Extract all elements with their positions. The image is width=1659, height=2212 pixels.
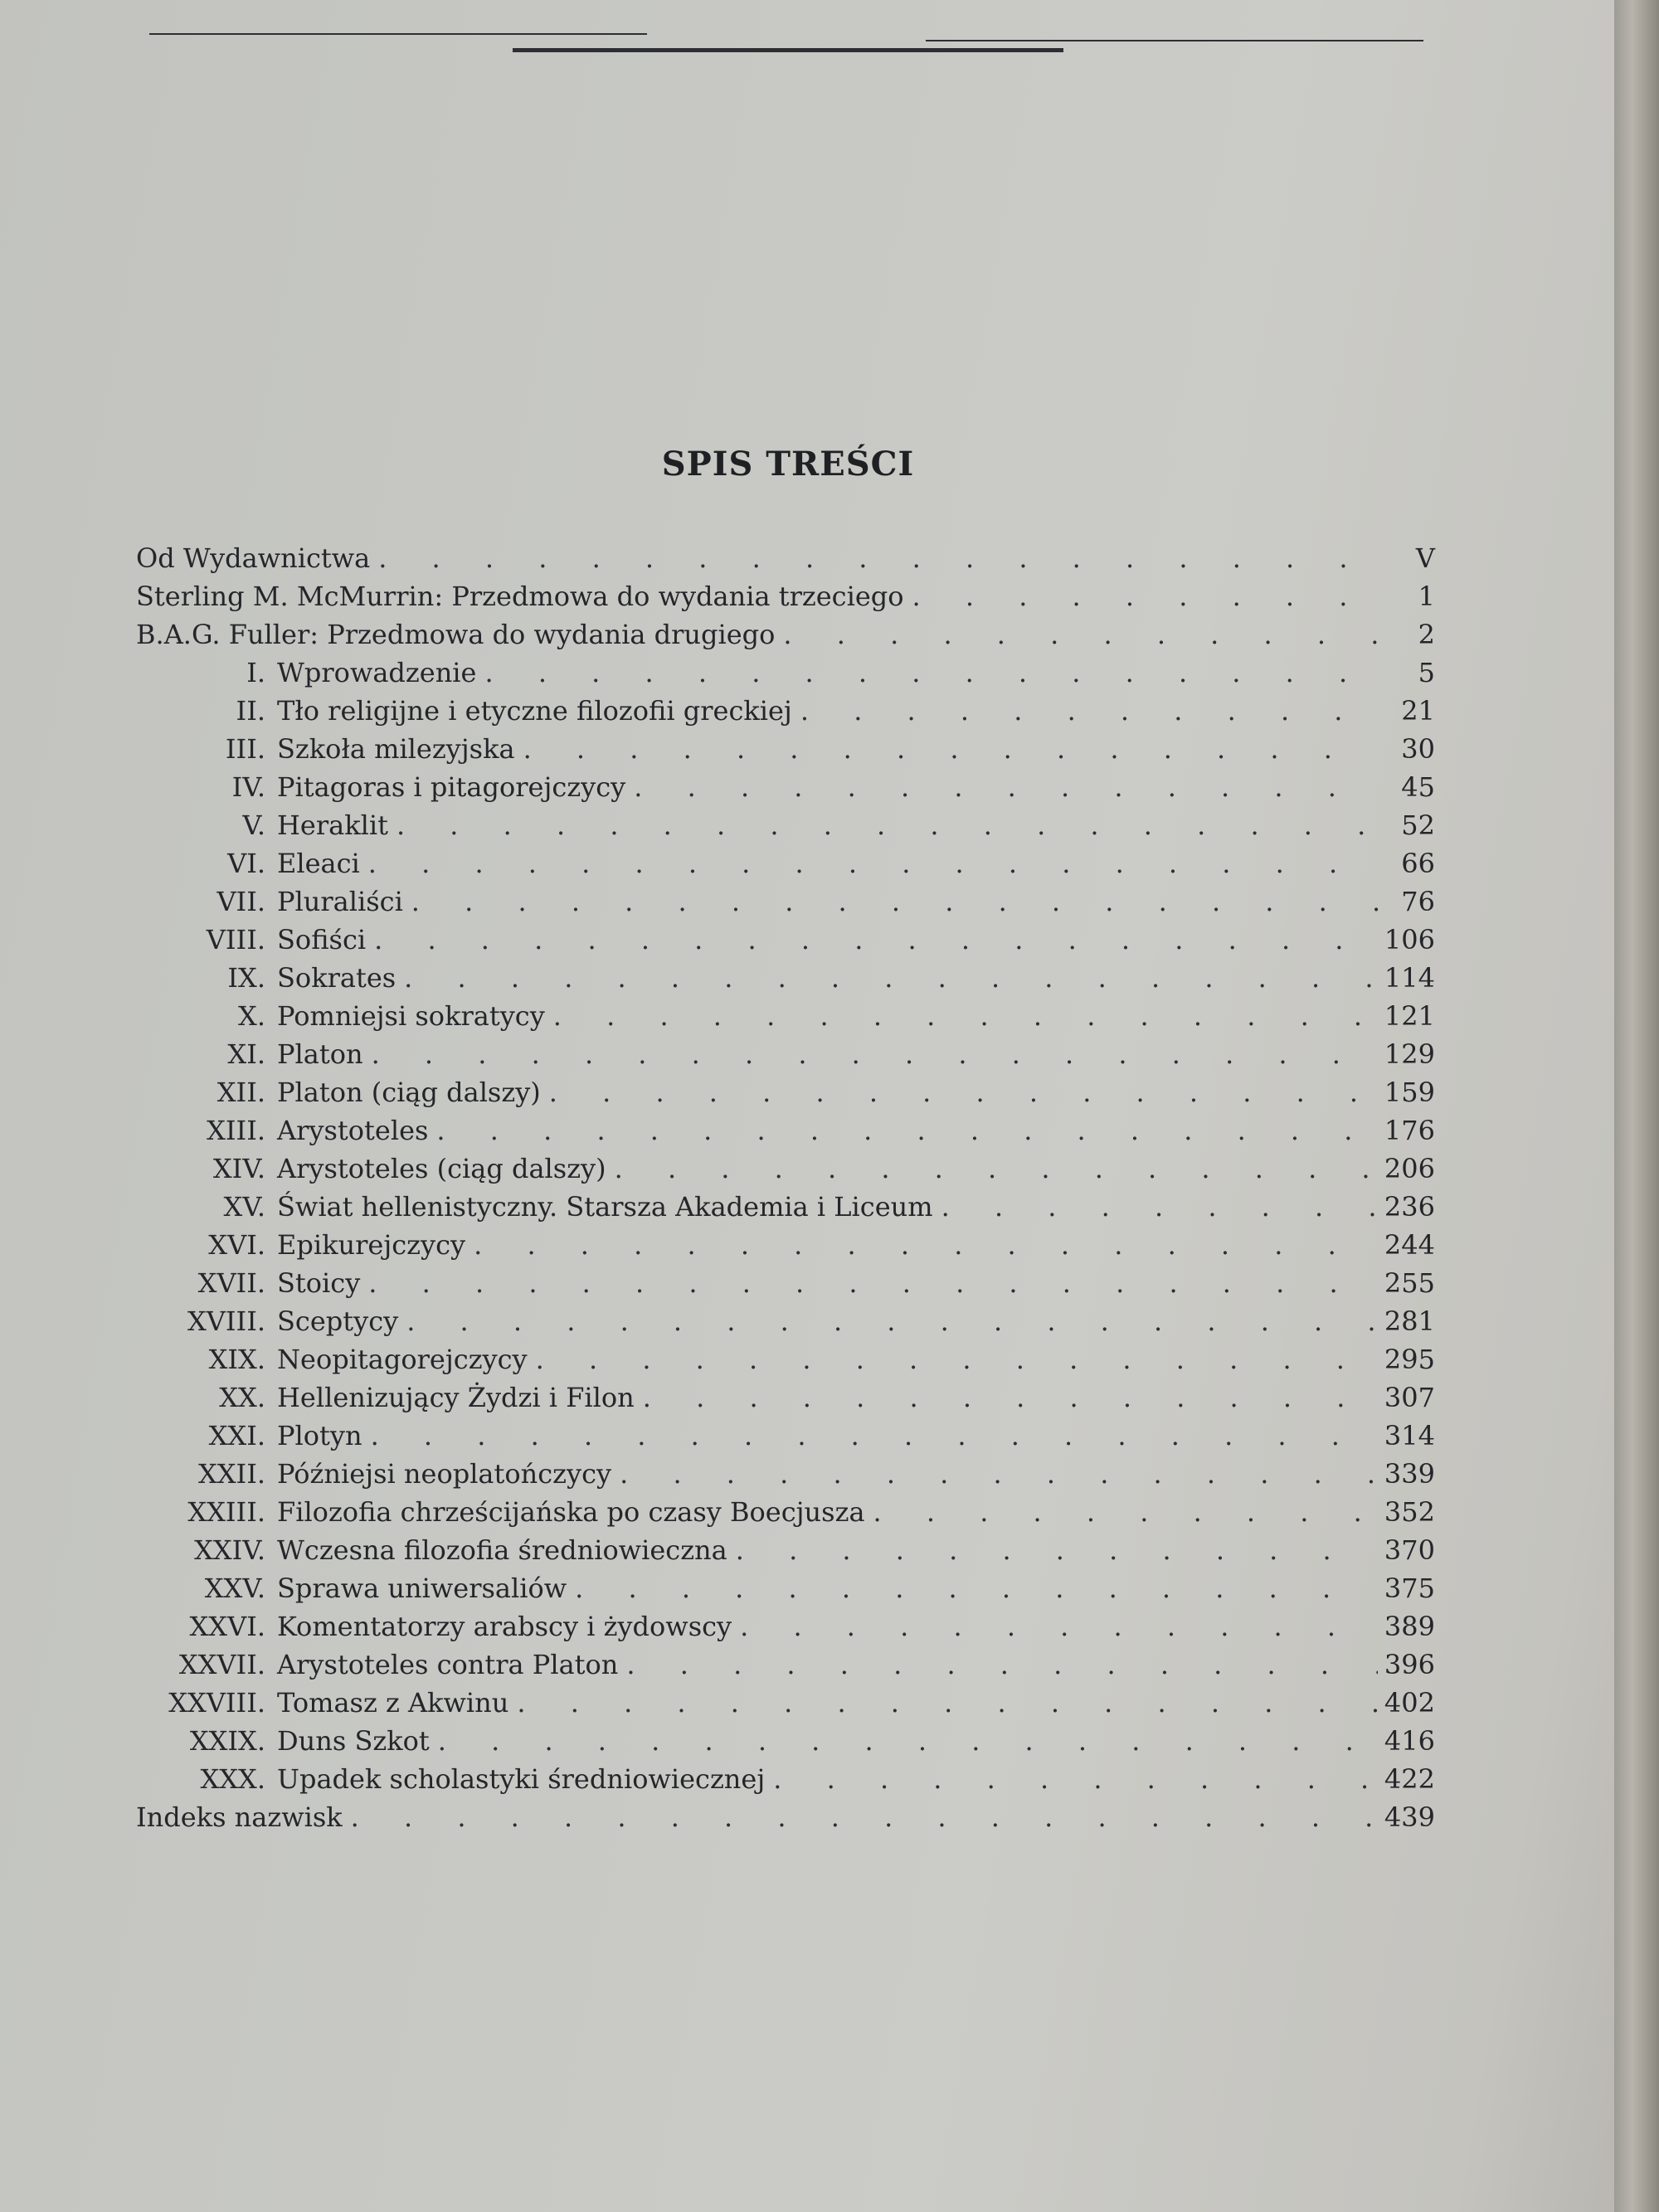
toc-chapter-entry: [124, 1111, 1435, 1150]
dot-leader: [773, 1760, 1378, 1798]
chapter-number: XX.: [219, 1382, 265, 1413]
entry-title: Arystoteles contra Platon: [277, 1649, 619, 1680]
chapter-number: XVI.: [208, 1229, 265, 1261]
toc-chapter-entry: [124, 806, 1435, 844]
page-number: 159: [1384, 1077, 1435, 1108]
page-number: 114: [1384, 962, 1435, 994]
page-number: 2: [1418, 619, 1435, 650]
entry-title: Świat hellenistyczny. Starsza Akademia i Liceum: [277, 1191, 933, 1223]
chapter-number: XXVII.: [178, 1649, 265, 1680]
dot-leader: [740, 1607, 1378, 1646]
dot-leader: [523, 730, 1379, 768]
chapter-number: XVIII.: [187, 1305, 265, 1337]
page-number: 76: [1401, 886, 1435, 917]
page-number: 389: [1384, 1611, 1435, 1642]
toc-chapter-entry: [124, 1722, 1435, 1760]
page-number: 1: [1418, 581, 1435, 612]
entry-title: Arystoteles (ciąg dalszy): [277, 1153, 606, 1184]
toc-chapter-entry: [124, 1569, 1435, 1607]
entry-title: Pomniejsi sokratycy: [277, 1000, 545, 1032]
dot-leader: [536, 1340, 1378, 1378]
page-number: 30: [1401, 733, 1435, 765]
chapter-number: XXIX.: [189, 1725, 265, 1757]
toc-chapter-entry: [124, 1760, 1435, 1798]
dot-leader: [800, 692, 1379, 730]
page-number: V: [1415, 542, 1435, 574]
toc-chapter-entry: [124, 730, 1435, 768]
dot-leader: [736, 1531, 1378, 1569]
chapter-number: XIX.: [208, 1344, 265, 1375]
toc-chapter-entry: [124, 1493, 1435, 1531]
page-number: 45: [1401, 771, 1435, 803]
page-number: 129: [1384, 1038, 1435, 1070]
toc-chapter-entry: [124, 1073, 1435, 1111]
chapter-number: IV.: [231, 771, 265, 803]
dot-leader: [351, 1798, 1378, 1836]
entry-title: Tło religijne i etyczne filozofii greckiej: [277, 695, 792, 727]
toc-chapter-entry: [124, 844, 1435, 882]
entry-title: Komentatorzy arabscy i żydowscy: [277, 1611, 732, 1642]
header-rule-right: [926, 40, 1423, 41]
toc-chapter-entry: [124, 654, 1435, 692]
entry-title: Upadek scholastyki średniowiecznej: [277, 1763, 766, 1795]
page-number: 236: [1384, 1191, 1435, 1223]
toc-chapter-entry: [124, 1340, 1435, 1378]
toc-chapter-entry: [124, 1531, 1435, 1569]
dot-leader: [438, 1722, 1378, 1760]
dot-leader: [643, 1378, 1378, 1417]
toc-chapter-entry: [124, 1417, 1435, 1455]
page-edge: [1614, 0, 1659, 2212]
toc-chapter-entry: [124, 1455, 1435, 1493]
page-number: 402: [1384, 1687, 1435, 1719]
toc-chapter-entry: [124, 1264, 1435, 1302]
dot-leader: [484, 654, 1379, 692]
page-number: 295: [1384, 1344, 1435, 1375]
chapter-number: VI.: [227, 848, 265, 879]
dot-leader: [436, 1111, 1378, 1150]
chapter-number: XXI.: [208, 1420, 265, 1451]
entry-title: Sokrates: [277, 962, 397, 994]
dot-leader: [620, 1455, 1378, 1493]
page-number: 370: [1384, 1534, 1435, 1566]
toc-chapter-entry: [124, 1607, 1435, 1646]
chapter-number: XIV.: [212, 1153, 265, 1184]
dot-leader: [517, 1684, 1378, 1722]
header-rule-left: [149, 33, 647, 35]
dot-leader: [873, 1493, 1378, 1531]
dot-leader: [404, 959, 1378, 997]
dot-leader: [634, 768, 1379, 806]
entry-title: Platon (ciąg dalszy): [277, 1077, 541, 1108]
entry-title: Epikurejczycy: [277, 1229, 466, 1261]
entry-title: Indeks nazwisk: [136, 1801, 343, 1833]
entry-title: Tomasz z Akwinu: [277, 1687, 509, 1719]
dot-leader: [553, 997, 1378, 1035]
chapter-number: XXII.: [197, 1458, 265, 1490]
page-number: 176: [1384, 1115, 1435, 1146]
dot-leader: [372, 1035, 1378, 1073]
entry-title: Stoicy: [277, 1267, 361, 1299]
toc-chapter-entry: [124, 692, 1435, 730]
page-number: 52: [1401, 809, 1435, 841]
chapter-number: XI.: [227, 1038, 265, 1070]
toc-entry: [124, 539, 1435, 577]
entry-title: Wczesna filozofia średniowieczna: [277, 1534, 727, 1566]
page-number: 66: [1401, 848, 1435, 879]
page-number: 396: [1384, 1649, 1435, 1680]
chapter-number: XV.: [223, 1191, 265, 1223]
entry-title: Duns Szkot: [277, 1725, 430, 1757]
toc-chapter-entry: [124, 1684, 1435, 1722]
chapter-number: I.: [246, 657, 265, 688]
page-number: 21: [1401, 695, 1435, 727]
chapter-number: XII.: [216, 1077, 265, 1108]
page-number: 352: [1384, 1496, 1435, 1528]
toc-chapter-entry: [124, 1378, 1435, 1417]
entry-title: Późniejsi neoplatończycy: [277, 1458, 612, 1490]
page-number: 339: [1384, 1458, 1435, 1490]
page-number: 375: [1384, 1573, 1435, 1604]
entry-title: Szkoła milezyjska: [277, 733, 515, 765]
toc-chapter-entry: [124, 882, 1435, 921]
entry-title: Sofiści: [277, 924, 367, 955]
table-of-contents: [124, 539, 1435, 1836]
entry-title: Pluraliści: [277, 886, 403, 917]
dot-leader: [549, 1073, 1378, 1111]
entry-title: Wprowadzenie: [277, 657, 477, 688]
entry-title: Hellenizujący Żydzi i Filon: [277, 1382, 635, 1413]
entry-title: Heraklit: [277, 809, 388, 841]
dot-leader: [941, 1188, 1378, 1226]
toc-chapter-entry: [124, 1035, 1435, 1073]
page-number: 5: [1418, 657, 1435, 688]
toc-chapter-entry: [124, 1646, 1435, 1684]
chapter-number: XXIV.: [194, 1534, 265, 1566]
page-number: 244: [1384, 1229, 1435, 1261]
entry-title: Sprawa uniwersaliów: [277, 1573, 567, 1604]
page-number: 106: [1384, 924, 1435, 955]
entry-title: Od Wydawnictwa: [136, 542, 371, 574]
chapter-number: III.: [225, 733, 265, 765]
chapter-number: XXVIII.: [168, 1687, 265, 1719]
entry-title: Pitagoras i pitagorejczycy: [277, 771, 626, 803]
toc-chapter-entry: [124, 921, 1435, 959]
entry-title: Arystoteles: [277, 1115, 429, 1146]
chapter-number: II.: [236, 695, 265, 727]
chapter-number: XVII.: [197, 1267, 265, 1299]
entry-title: Platon: [277, 1038, 363, 1070]
chapter-number: XXIII.: [187, 1496, 265, 1528]
entry-title: Plotyn: [277, 1420, 362, 1451]
page-number: 121: [1384, 1000, 1435, 1032]
chapter-number: V.: [242, 809, 265, 841]
dot-leader: [626, 1646, 1378, 1684]
toc-entry: [124, 577, 1435, 615]
dot-leader: [378, 539, 1379, 577]
chapter-number: X.: [238, 1000, 265, 1032]
page-number: 314: [1384, 1420, 1435, 1451]
page-number: 281: [1384, 1305, 1435, 1337]
entry-title: B.A.G. Fuller: Przedmowa do wydania drugiego: [136, 619, 776, 650]
chapter-number: VIII.: [206, 924, 265, 955]
entry-title: Sceptycy: [277, 1305, 399, 1337]
dot-leader: [397, 806, 1379, 844]
toc-entry: [124, 1798, 1435, 1836]
chapter-number: XXVI.: [189, 1611, 265, 1642]
page-number: 422: [1384, 1763, 1435, 1795]
dot-leader: [575, 1569, 1378, 1607]
dot-leader: [474, 1226, 1378, 1264]
page-number: 416: [1384, 1725, 1435, 1757]
entry-title: Neopitagorejczycy: [277, 1344, 528, 1375]
toc-chapter-entry: [124, 997, 1435, 1035]
page-number: 206: [1384, 1153, 1435, 1184]
dot-leader: [411, 882, 1379, 921]
toc-chapter-entry: [124, 768, 1435, 806]
chapter-number: XXX.: [200, 1763, 265, 1795]
chapter-number: IX.: [227, 962, 265, 994]
toc-chapter-entry: [124, 1150, 1435, 1188]
header-rule-center: [513, 48, 1063, 52]
toc-chapter-entry: [124, 1302, 1435, 1340]
dot-leader: [615, 1150, 1378, 1188]
chapter-number: VII.: [216, 886, 265, 917]
dot-leader: [912, 577, 1379, 615]
dot-leader: [371, 1417, 1378, 1455]
chapter-number: XIII.: [207, 1115, 265, 1146]
toc-chapter-entry: [124, 959, 1435, 997]
toc-chapter-entry: [124, 1226, 1435, 1264]
page-title: SPIS TREŚCI: [661, 445, 915, 484]
dot-leader: [368, 844, 1379, 882]
dot-leader: [406, 1302, 1378, 1340]
dot-leader: [783, 615, 1379, 654]
entry-title: Sterling M. McMurrin: Przedmowa do wydania trzeciego: [136, 581, 904, 612]
dot-leader: [368, 1264, 1378, 1302]
page-number: 307: [1384, 1382, 1435, 1413]
page-number: 255: [1384, 1267, 1435, 1299]
entry-title: Filozofia chrześcijańska po czasy Boecjusza: [277, 1496, 865, 1528]
dot-leader: [374, 921, 1378, 959]
toc-entry: [124, 615, 1435, 654]
page-number: 439: [1384, 1801, 1435, 1833]
entry-title: Eleaci: [277, 848, 360, 879]
toc-chapter-entry: [124, 1188, 1435, 1226]
chapter-number: XXV.: [204, 1573, 265, 1604]
